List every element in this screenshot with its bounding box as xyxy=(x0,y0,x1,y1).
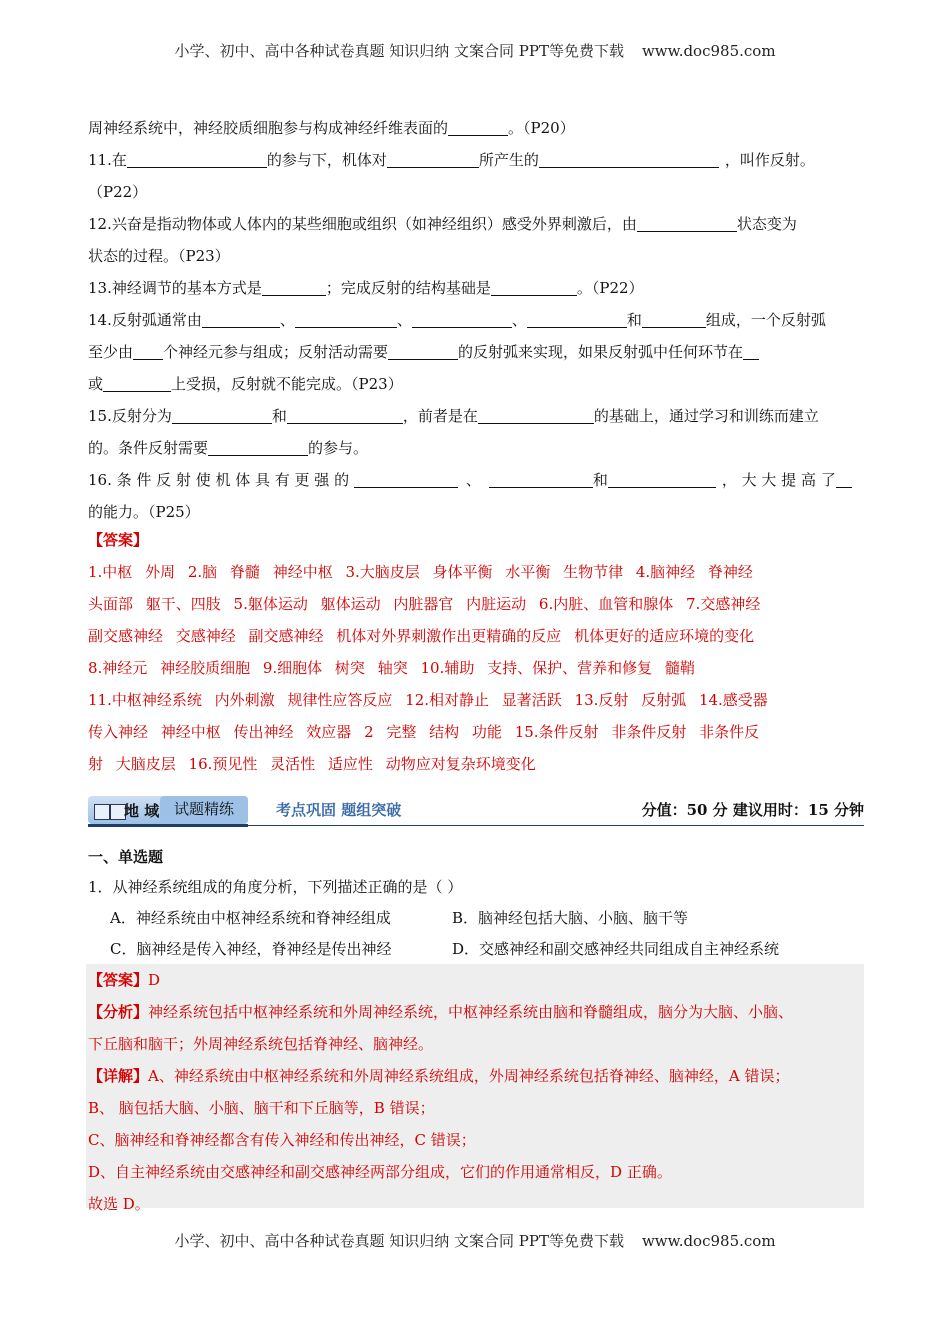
answer-line: 头面部 躯干、四肢 5.躯体运动 躯体运动 内脏器官 内脏运动 6.内脏、血管和腺体 7.交感神经 xyxy=(88,595,761,613)
answer-line: 11.中枢神经系统 内外刺激 规律性应答反应 12.相对静止 显著活跃 13.反射 反射弧 14.感受器 xyxy=(88,691,768,709)
section-banner xyxy=(88,794,864,828)
blank[interactable] xyxy=(489,469,593,488)
blank[interactable] xyxy=(202,309,280,328)
blank[interactable] xyxy=(412,309,512,328)
answer-line: 传入神经 神经中枢 传出神经 效应器 2 完整 结构 功能 15.条件反射 非条件反射 非条件反 xyxy=(88,723,760,741)
banner-underline xyxy=(88,824,248,827)
blank[interactable] xyxy=(491,277,577,296)
section-title: 一、单选题 xyxy=(88,848,164,866)
fill-line: 的能力。（P25） xyxy=(88,503,200,521)
blank[interactable] xyxy=(172,405,272,424)
question-stem: 1．从神经系统组成的角度分析，下列描述正确的是（ ） xyxy=(88,878,463,896)
detail-row: 【详解】A、神经系统由中枢神经系统和外周神经系统组成，外周神经系统包括脊神经、脑神经，A 错误； xyxy=(88,1067,790,1085)
fill-line: 周神经系统中，神经胶质细胞参与构成神经纤维表面的 。（P20） xyxy=(88,119,575,137)
analysis-row: 【分析】神经系统包括中枢神经系统和外周神经系统，中枢神经系统由脑和脊髓组成，脑分为大脑、小脑、 xyxy=(88,1003,794,1021)
banner-label-left: 地 域 xyxy=(124,802,160,820)
detail-row: B、 脑包括大脑、小脑、脑干和下丘脑等，B 错误； xyxy=(88,1099,435,1117)
blank[interactable] xyxy=(448,117,508,136)
blank[interactable] xyxy=(287,405,403,424)
answer-line: 8.神经元 神经胶质细胞 9.细胞体 树突 轴突 10.辅助 支持、保护、营养和修复 髓鞘 xyxy=(88,659,695,677)
options-row xyxy=(88,903,864,934)
blank[interactable] xyxy=(539,149,719,168)
banner-score: 分值：50 分 建议用时：15 分钟 xyxy=(641,801,864,819)
footer-text: 小学、初中、高中各种试卷真题 知识归纳 文案合同 PPT等免费下载 xyxy=(174,1232,624,1250)
banner-tab: 试题精练 xyxy=(160,796,248,822)
fill-line: 16. 条 件 反 射 使 机 体 具 有 更 强 的 、 和 ， 大 大 提 高 了 xyxy=(88,464,864,496)
answer-line: 副交感神经 交感神经 副交感神经 机体对外界刺激作出更精确的反应 机体更好的适应环境的变化 xyxy=(88,627,755,645)
analysis-box xyxy=(86,964,864,1213)
fill-line: 状态的过程。（P23） xyxy=(88,247,230,265)
grid-icon xyxy=(94,804,110,820)
options-row xyxy=(88,934,864,965)
detail-row: C、脑神经和脊神经都含有传入神经和传出神经，C 错误； xyxy=(88,1131,476,1149)
fill-line: 12.兴奋是指动物体或人体内的某些细胞或组织（如神经组织）感受外界刺激后，由 状态变为 xyxy=(88,215,797,233)
banner-subtitle: 考点巩固 题组突破 xyxy=(276,801,402,819)
blank[interactable] xyxy=(642,309,706,328)
detail-row: D、自主神经系统由交感神经和副交感神经两部分组成，它们的作用通常相反，D 正确。 xyxy=(88,1163,672,1181)
blank[interactable] xyxy=(743,341,759,360)
blank[interactable] xyxy=(478,405,594,424)
header-site-link[interactable]: www.doc985.com xyxy=(641,42,776,60)
blank[interactable] xyxy=(836,469,852,488)
blank[interactable] xyxy=(527,309,627,328)
blank[interactable] xyxy=(295,309,397,328)
answer-heading: 【答案】 xyxy=(88,531,149,549)
page-footer xyxy=(0,1230,950,1251)
fill-line: 13.神经调节的基本方式是 ；完成反射的结构基础是 。（P22） xyxy=(88,279,644,297)
fill-line: 至少由 个神经元参与组成；反射活动需要 的反射弧来实现，如果反射弧中任何环节在 xyxy=(88,336,864,368)
blank[interactable] xyxy=(354,469,458,488)
answer-line: 射 大脑皮层 16.预见性 灵活性 适应性 动物应对复杂环境变化 xyxy=(88,755,536,773)
fill-line: 11.在 的参与下，机体对 所产生的 ，叫作反射。 xyxy=(88,151,815,169)
fill-line: （P22） xyxy=(88,183,148,201)
banner-rule xyxy=(248,825,864,826)
blank[interactable] xyxy=(133,341,163,360)
footer-site-link[interactable]: www.doc985.com xyxy=(641,1232,776,1250)
question-1 xyxy=(88,872,864,965)
answer-row: 【答案】D xyxy=(88,971,161,989)
analysis-row: 下丘脑和脑干；外周神经系统包括脊神经、脑神经。 xyxy=(88,1035,434,1053)
blank[interactable] xyxy=(262,277,326,296)
fill-line: 或 上受损，反射就不能完成。（P23） xyxy=(88,375,403,393)
option-c[interactable]: C．脑神经是传入神经，脊神经是传出神经 xyxy=(110,940,392,958)
blank[interactable] xyxy=(387,149,479,168)
header-text: 小学、初中、高中各种试卷真题 知识归纳 文案合同 PPT等免费下载 xyxy=(174,42,624,60)
answer-line: 1.中枢 外周 2.脑 脊髓 神经中枢 3.大脑皮层 身体平衡 水平衡 生物节律 4.脑神经 脊神经 xyxy=(88,563,753,581)
blank[interactable] xyxy=(608,469,716,488)
fill-line: 15.反射分为 和 ，前者是在 的基础上，通过学习和训练而建立 xyxy=(88,407,819,425)
blank[interactable] xyxy=(388,341,458,360)
blank[interactable] xyxy=(637,213,737,232)
fill-line: 的。条件反射需要 的参与。 xyxy=(88,439,369,457)
fill-in-questions xyxy=(88,112,864,528)
answer-block xyxy=(88,524,864,780)
option-d[interactable]: D．交感神经和副交感神经共同组成自主神经系统 xyxy=(452,940,780,958)
option-a[interactable]: A．神经系统由中枢神经系统和脊神经组成 xyxy=(110,909,391,927)
page-header xyxy=(0,40,950,61)
blank[interactable] xyxy=(127,149,267,168)
blank[interactable] xyxy=(103,373,171,392)
fill-line: 14.反射弧通常由 、 、 、 和 组成，一个反射弧 xyxy=(88,311,826,329)
blank[interactable] xyxy=(208,437,308,456)
detail-row: 故选 D。 xyxy=(88,1195,150,1213)
option-b[interactable]: B．脑神经包括大脑、小脑、脑干等 xyxy=(452,909,689,927)
